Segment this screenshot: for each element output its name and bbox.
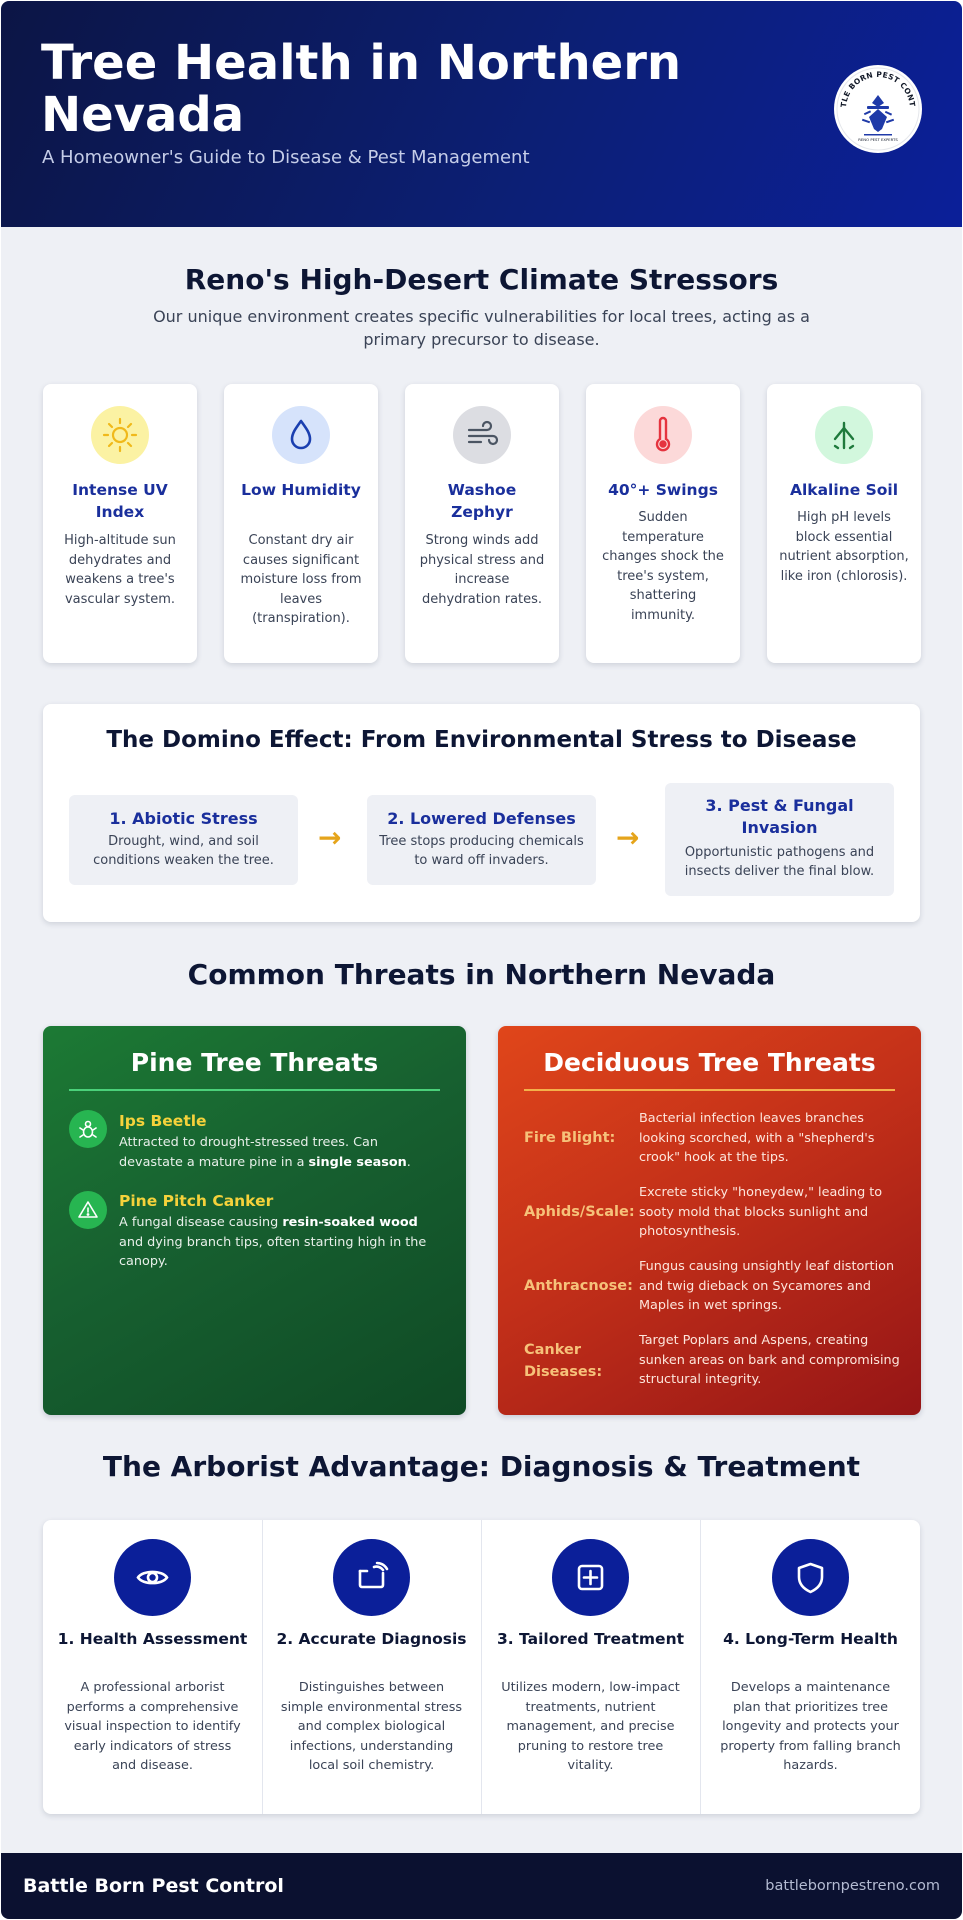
divider [69, 1089, 440, 1091]
domino-step-desc: Opportunistic pathogens and insects deliver the final blow. [684, 845, 875, 879]
threat-label: Anthracnose: [524, 1278, 633, 1294]
threat-desc: Fungus causing unsightly leaf distortion and twig dieback on Sycamores and Maples in wet springs. [639, 1259, 895, 1313]
domino-title: The Domino Effect: From Environmental Stress to Disease [106, 727, 857, 753]
svg-text:BATTLE BORN PEST CONTROL: TLE BORN PEST CONT [838, 69, 917, 108]
climate-card-desc: High-altitude sun dehydrates and weakens a tree's vascular system. [64, 533, 176, 607]
domino-step-title: 2. Lowered Defenses [387, 809, 576, 828]
infographic-page [1, 1, 962, 1919]
arborist-step-title: 2. Accurate Diagnosis [276, 1630, 467, 1648]
domino-step-title: 3. Pest & Fungal Invasion [705, 796, 854, 837]
pine-threats-panel [43, 1026, 466, 1415]
climate-card-title: Alkaline Soil [789, 481, 899, 499]
arborist-step-3 [481, 1520, 700, 1814]
domino-step-2 [367, 795, 596, 885]
thermometer-icon [634, 406, 692, 464]
arborist-section-title: The Arborist Advantage: Diagnosis & Treatment [102, 1450, 861, 1483]
threat-label: Canker Diseases: [524, 1342, 603, 1380]
threat-title: Pine Pitch Canker [119, 1192, 274, 1210]
shield-icon [772, 1539, 849, 1616]
arborist-step-4 [701, 1520, 920, 1814]
company-logo [834, 65, 922, 153]
divider [524, 1089, 895, 1091]
sun-icon [91, 406, 149, 464]
domino-step-title: 1. Abiotic Stress [109, 809, 258, 828]
arborist-step-desc: A professional arborist performs a comprehensive visual inspection to identify early indicators of stress and disease. [64, 1680, 241, 1773]
climate-card-desc: Constant dry air causes significant moisture loss from leaves (transpiration). [240, 533, 362, 626]
arrow-right-icon: → [616, 821, 640, 854]
climate-card-desc: Strong winds add physical stress and increase dehydration rates. [419, 533, 545, 607]
threats-section-title: Common Threats in Northern Nevada [187, 958, 776, 991]
climate-card-title: Low Humidity [241, 481, 361, 499]
page-subtitle: A Homeowner's Guide to Disease & Pest Management [42, 147, 530, 168]
climate-card-desc: Sudden temperature changes shock the tree's system, shattering immunity. [602, 510, 724, 623]
climate-card-soil [767, 384, 921, 663]
threat-desc: Target Poplars and Aspens, creating sunken areas on bark and compromising structural integrity. [639, 1333, 900, 1387]
page-title: Tree Health in Northern Nevada [41, 35, 682, 143]
climate-card-uv [43, 384, 197, 663]
arborist-steps-panel [43, 1520, 920, 1814]
svg-text:RENO PEST EXPERTS: RENO PEST EXPERTS [858, 137, 898, 142]
arborist-step-2 [262, 1520, 481, 1814]
arborist-step-desc: Utilizes modern, low-impact treatments, nutrient management, and precise pruning to restore tree vitality. [501, 1680, 680, 1773]
climate-section-subtitle: Our unique environment creates specific vulnerabilities for local trees, acting as a primary precursor to disease. [153, 307, 810, 349]
threat-desc: Attracted to drought-stressed trees. Can devastate a mature pine in a single season. [119, 1135, 411, 1170]
eye-icon [114, 1539, 191, 1616]
arrow-right-icon: → [318, 821, 342, 854]
climate-card-humidity [224, 384, 378, 663]
arborist-step-1 [43, 1520, 262, 1814]
threat-title: Ips Beetle [119, 1112, 207, 1130]
threat-desc: A fungal disease causing resin-soaked wood and dying branch tips, often starting high in the canopy. [119, 1215, 427, 1269]
threat-label: Fire Blight: [524, 1130, 616, 1146]
wind-icon [453, 406, 511, 464]
arborist-step-desc: Develops a maintenance plan that prioritizes tree longevity and protects your property from falling branch hazards. [720, 1680, 901, 1773]
threat-desc: Bacterial infection leaves branches looking scorched, with a "shepherd's crook" hook at the tips. [639, 1111, 875, 1165]
beetle-icon [69, 1110, 107, 1148]
arborist-step-title: 3. Tailored Treatment [496, 1630, 685, 1648]
footer [1, 1853, 962, 1919]
deciduous-panel-title: Deciduous Tree Threats [543, 1048, 876, 1077]
climate-section-title: Reno's High-Desert Climate Stressors [184, 263, 779, 296]
climate-card-wind [405, 384, 559, 663]
sprout-icon [815, 406, 873, 464]
climate-card-desc: High pH levels block essential nutrient absorption, like iron (chlorosis). [779, 510, 909, 584]
climate-card-temperature [586, 384, 740, 663]
footer-brand: Battle Born Pest Control [23, 1875, 284, 1897]
diagnosis-icon [333, 1539, 410, 1616]
arborist-step-title: 4. Long-Term Health [723, 1630, 898, 1648]
pine-panel-title: Pine Tree Threats [130, 1048, 379, 1077]
domino-step-desc: Tree stops producing chemicals to ward off invaders. [379, 834, 584, 868]
climate-card-title: 40°+ Swings [608, 481, 718, 499]
medical-plus-icon [552, 1539, 629, 1616]
climate-card-title: Washoe Zephyr [447, 481, 517, 521]
arborist-step-title: 1. Health Assessment [57, 1630, 248, 1648]
warning-icon [69, 1191, 107, 1229]
threat-desc: Excrete sticky "honeydew," leading to sooty mold that blocks sunlight and photosynthesis. [639, 1185, 883, 1239]
climate-card-title: Intense UV Index [72, 481, 168, 521]
header [1, 1, 962, 227]
water-drop-icon [272, 406, 330, 464]
domino-step-1 [69, 795, 298, 885]
domino-step-3 [665, 783, 894, 896]
footer-website-link[interactable]: battlebornpestreno.com [765, 1878, 940, 1894]
threat-label: Aphids/Scale: [524, 1204, 635, 1220]
domino-step-desc: Drought, wind, and soil conditions weaken the tree. [93, 834, 274, 868]
deciduous-threats-panel [498, 1026, 921, 1415]
domino-effect-panel [43, 704, 920, 922]
arborist-step-desc: Distinguishes between simple environmental stress and complex biological infections, understanding local soil chemistry. [280, 1680, 463, 1773]
